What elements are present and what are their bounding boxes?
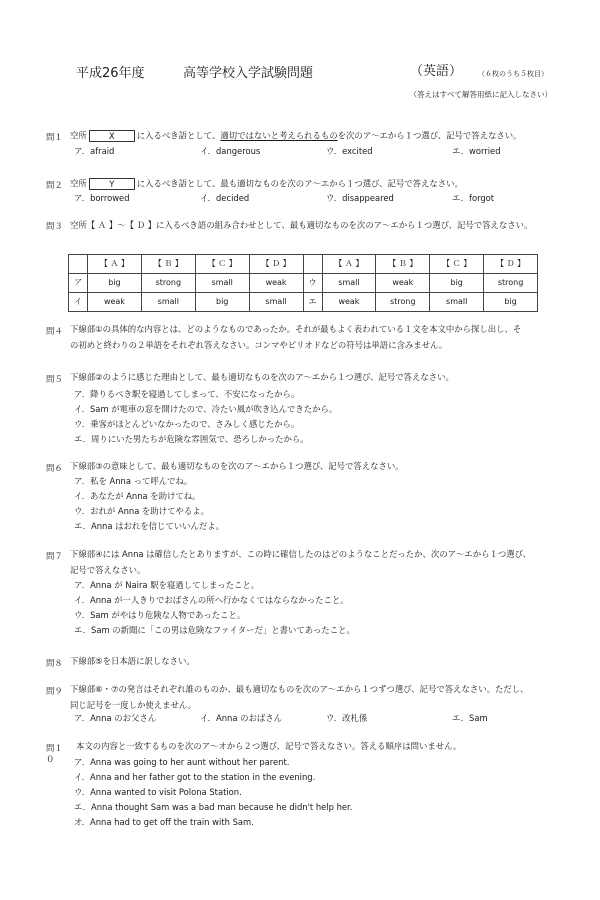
- table-cell: small: [322, 274, 376, 293]
- option: ウ．おれが Anna を助けてやるよ。: [74, 506, 210, 516]
- table-header: 【 Ｄ 】: [484, 255, 538, 274]
- answer-instruction: （答えはすべて解答用紙に記入しなさい）: [409, 90, 552, 99]
- table-cell: small: [249, 293, 303, 312]
- question-number: 問１０: [46, 743, 63, 764]
- option: ア．afraid: [74, 146, 115, 156]
- question-text: 本文の内容と一致するものを次のア～オから２つ選び、記号で答えなさい。答える順序は問いません。: [76, 741, 462, 751]
- question-number: 問８: [46, 658, 63, 668]
- table-cell: big: [430, 274, 484, 293]
- option: ウ．改札係: [326, 713, 368, 723]
- exam-title: 高等学校入学試験問題: [183, 66, 314, 81]
- question-text: 記号で答えなさい。: [70, 565, 146, 575]
- table-cell: weak: [249, 274, 303, 293]
- question-text: 同じ記号を一度しか使えません。: [70, 700, 197, 710]
- question-text: 下線部②のように感じた理由として、最も適切なものを次のア～エから１つ選び、記号で答えなさい。: [70, 372, 454, 382]
- table-cell: [303, 255, 322, 274]
- question-text-part: に入るべき語として、最も適切なものを次のア～エから１つ選び、記号で答えなさい。: [136, 178, 463, 189]
- subject-label: （英語）: [410, 64, 463, 79]
- blank-box: X: [89, 130, 135, 142]
- question-text-part: 空所: [70, 130, 87, 141]
- table-cell: weak: [322, 293, 376, 312]
- question-text: の初めと終わりの２単語をそれぞれ答えなさい。コンマやピリオドなどの符号は単語に含みません。: [70, 340, 448, 350]
- question-text: [70, 130, 560, 142]
- option: エ．Sam の新聞に「この男は危険なファイターだ」と書いてあったこと。: [74, 625, 355, 635]
- table-cell: small: [141, 293, 195, 312]
- option: エ．Anna thought Sam was a bad man because he didn't help her.: [74, 802, 353, 812]
- option: エ．forgot: [452, 193, 495, 203]
- blank-box: Y: [89, 178, 135, 190]
- question-number: 問６: [46, 463, 63, 473]
- option: ウ．乗客がほとんどいなかったので、さみしく感じたから。: [74, 419, 300, 429]
- option: ウ．Anna wanted to visit Polona Station.: [74, 787, 242, 797]
- option: ウ．disappeared: [326, 193, 394, 203]
- question-number: 問２: [46, 180, 63, 190]
- question-number: 問４: [46, 326, 63, 336]
- table-cell: big: [195, 293, 249, 312]
- page-indicator: （６枚のうち５枚目）: [478, 70, 548, 78]
- table-cell: weak: [88, 293, 142, 312]
- question-number: 問３: [46, 221, 63, 231]
- table-header: 【 Ａ 】: [88, 255, 142, 274]
- table-cell: strong: [376, 293, 430, 312]
- table-header: 【 Ｃ 】: [195, 255, 249, 274]
- table-header: 【 Ａ 】: [322, 255, 376, 274]
- table-header: 【 Ｄ 】: [249, 255, 303, 274]
- question-text: [70, 178, 560, 190]
- question-number: 問９: [46, 686, 63, 696]
- header-era: 平成26年度: [76, 66, 145, 81]
- option: ア．私を Anna って呼んでね。: [74, 476, 193, 486]
- option: エ．Anna はおれを信じていいんだよ。: [74, 521, 225, 531]
- table-header-row: [69, 255, 538, 274]
- question-text: 下線部⑥・⑦の発言はそれぞれ誰のものか、最も適切なものを次のア～エから１つずつ選び、記号で答えなさい。ただし、: [70, 684, 529, 694]
- table-cell: big: [484, 293, 538, 312]
- question-text: 下線部①の具体的な内容とは、どのようなものであったか。それが最もよく表われている１文を本文中から探し出し、そ: [70, 324, 522, 334]
- table-header: 【 Ｂ 】: [141, 255, 195, 274]
- option: ウ．Sam がやはり危険な人物であったこと。: [74, 610, 246, 620]
- option: イ．Anna and her father got to the station in the evening.: [74, 772, 316, 782]
- underlined-emphasis: 適切ではないと考えられるもの: [220, 130, 338, 141]
- option: エ．worried: [452, 146, 501, 156]
- answer-choices-table: [68, 254, 538, 312]
- question-text-part: 空所: [70, 178, 87, 189]
- row-label: ウ: [303, 274, 322, 293]
- option: ウ．excited: [326, 146, 373, 156]
- option: ア．borrowed: [74, 193, 130, 203]
- table-row: [69, 274, 538, 293]
- question-text-part: を次のア～エから１つ選び、記号で答えなさい。: [337, 130, 522, 141]
- option: イ．あなたが Anna を助けてね。: [74, 491, 201, 501]
- question-text: 下線部③の意味として、最も適切なものを次のア～エから１つ選び、記号で答えなさい。: [70, 461, 404, 471]
- table-cell: weak: [376, 274, 430, 293]
- table-header: 【 Ｂ 】: [376, 255, 430, 274]
- option: ア．降りるべき駅を寝過してしまって、不安になったから。: [74, 389, 300, 399]
- question-text-part: に入るべき語として、: [136, 130, 221, 141]
- question-text: 下線部⑤を日本語に訳しなさい。: [70, 656, 195, 666]
- option: イ．Anna が一人きりでおばさんの所へ行かなくてはならなかったこと。: [74, 595, 349, 605]
- option: イ．dangerous: [200, 146, 261, 156]
- table-cell: small: [195, 274, 249, 293]
- table-cell: small: [430, 293, 484, 312]
- option: エ．周りにいた男たちが危険な雰囲気で、恐ろしかったから。: [74, 434, 309, 444]
- option: イ．Sam が電車の窓を開けたので、冷たい風が吹き込んできたから。: [74, 404, 338, 414]
- option: ア．Anna was going to her aunt without her parent.: [74, 757, 290, 767]
- question-text: 空所【 Ａ 】～【 Ｄ 】に入るべき語の組み合わせとして、最も適切なものを次のア～エから１つ選び、記号で答えなさい。: [70, 220, 533, 230]
- option: エ．Sam: [452, 713, 488, 723]
- table-header: 【 Ｃ 】: [430, 255, 484, 274]
- option: ア．Anna が Naira 駅を寝過してしまったこと。: [74, 580, 260, 590]
- table-cell: strong: [141, 274, 195, 293]
- table-row: [69, 293, 538, 312]
- question-number: 問５: [46, 374, 63, 384]
- table-cell: [69, 255, 88, 274]
- option: オ．Anna had to get off the train with Sam.: [74, 817, 254, 827]
- question-text: 下線部④には Anna は確信したとありますが、この時に確信したのはどのようなことだったか、次のア～エから１つ選び、: [70, 549, 532, 559]
- question-number: 問７: [46, 551, 63, 561]
- question-number: 問１: [46, 132, 63, 142]
- row-label: イ: [69, 293, 88, 312]
- option: イ．Anna のおばさん: [200, 713, 283, 723]
- table-cell: big: [88, 274, 142, 293]
- table-cell: strong: [484, 274, 538, 293]
- option: ア．Anna のお父さん: [74, 713, 157, 723]
- option: イ．decided: [200, 193, 250, 203]
- row-label: エ: [303, 293, 322, 312]
- row-label: ア: [69, 274, 88, 293]
